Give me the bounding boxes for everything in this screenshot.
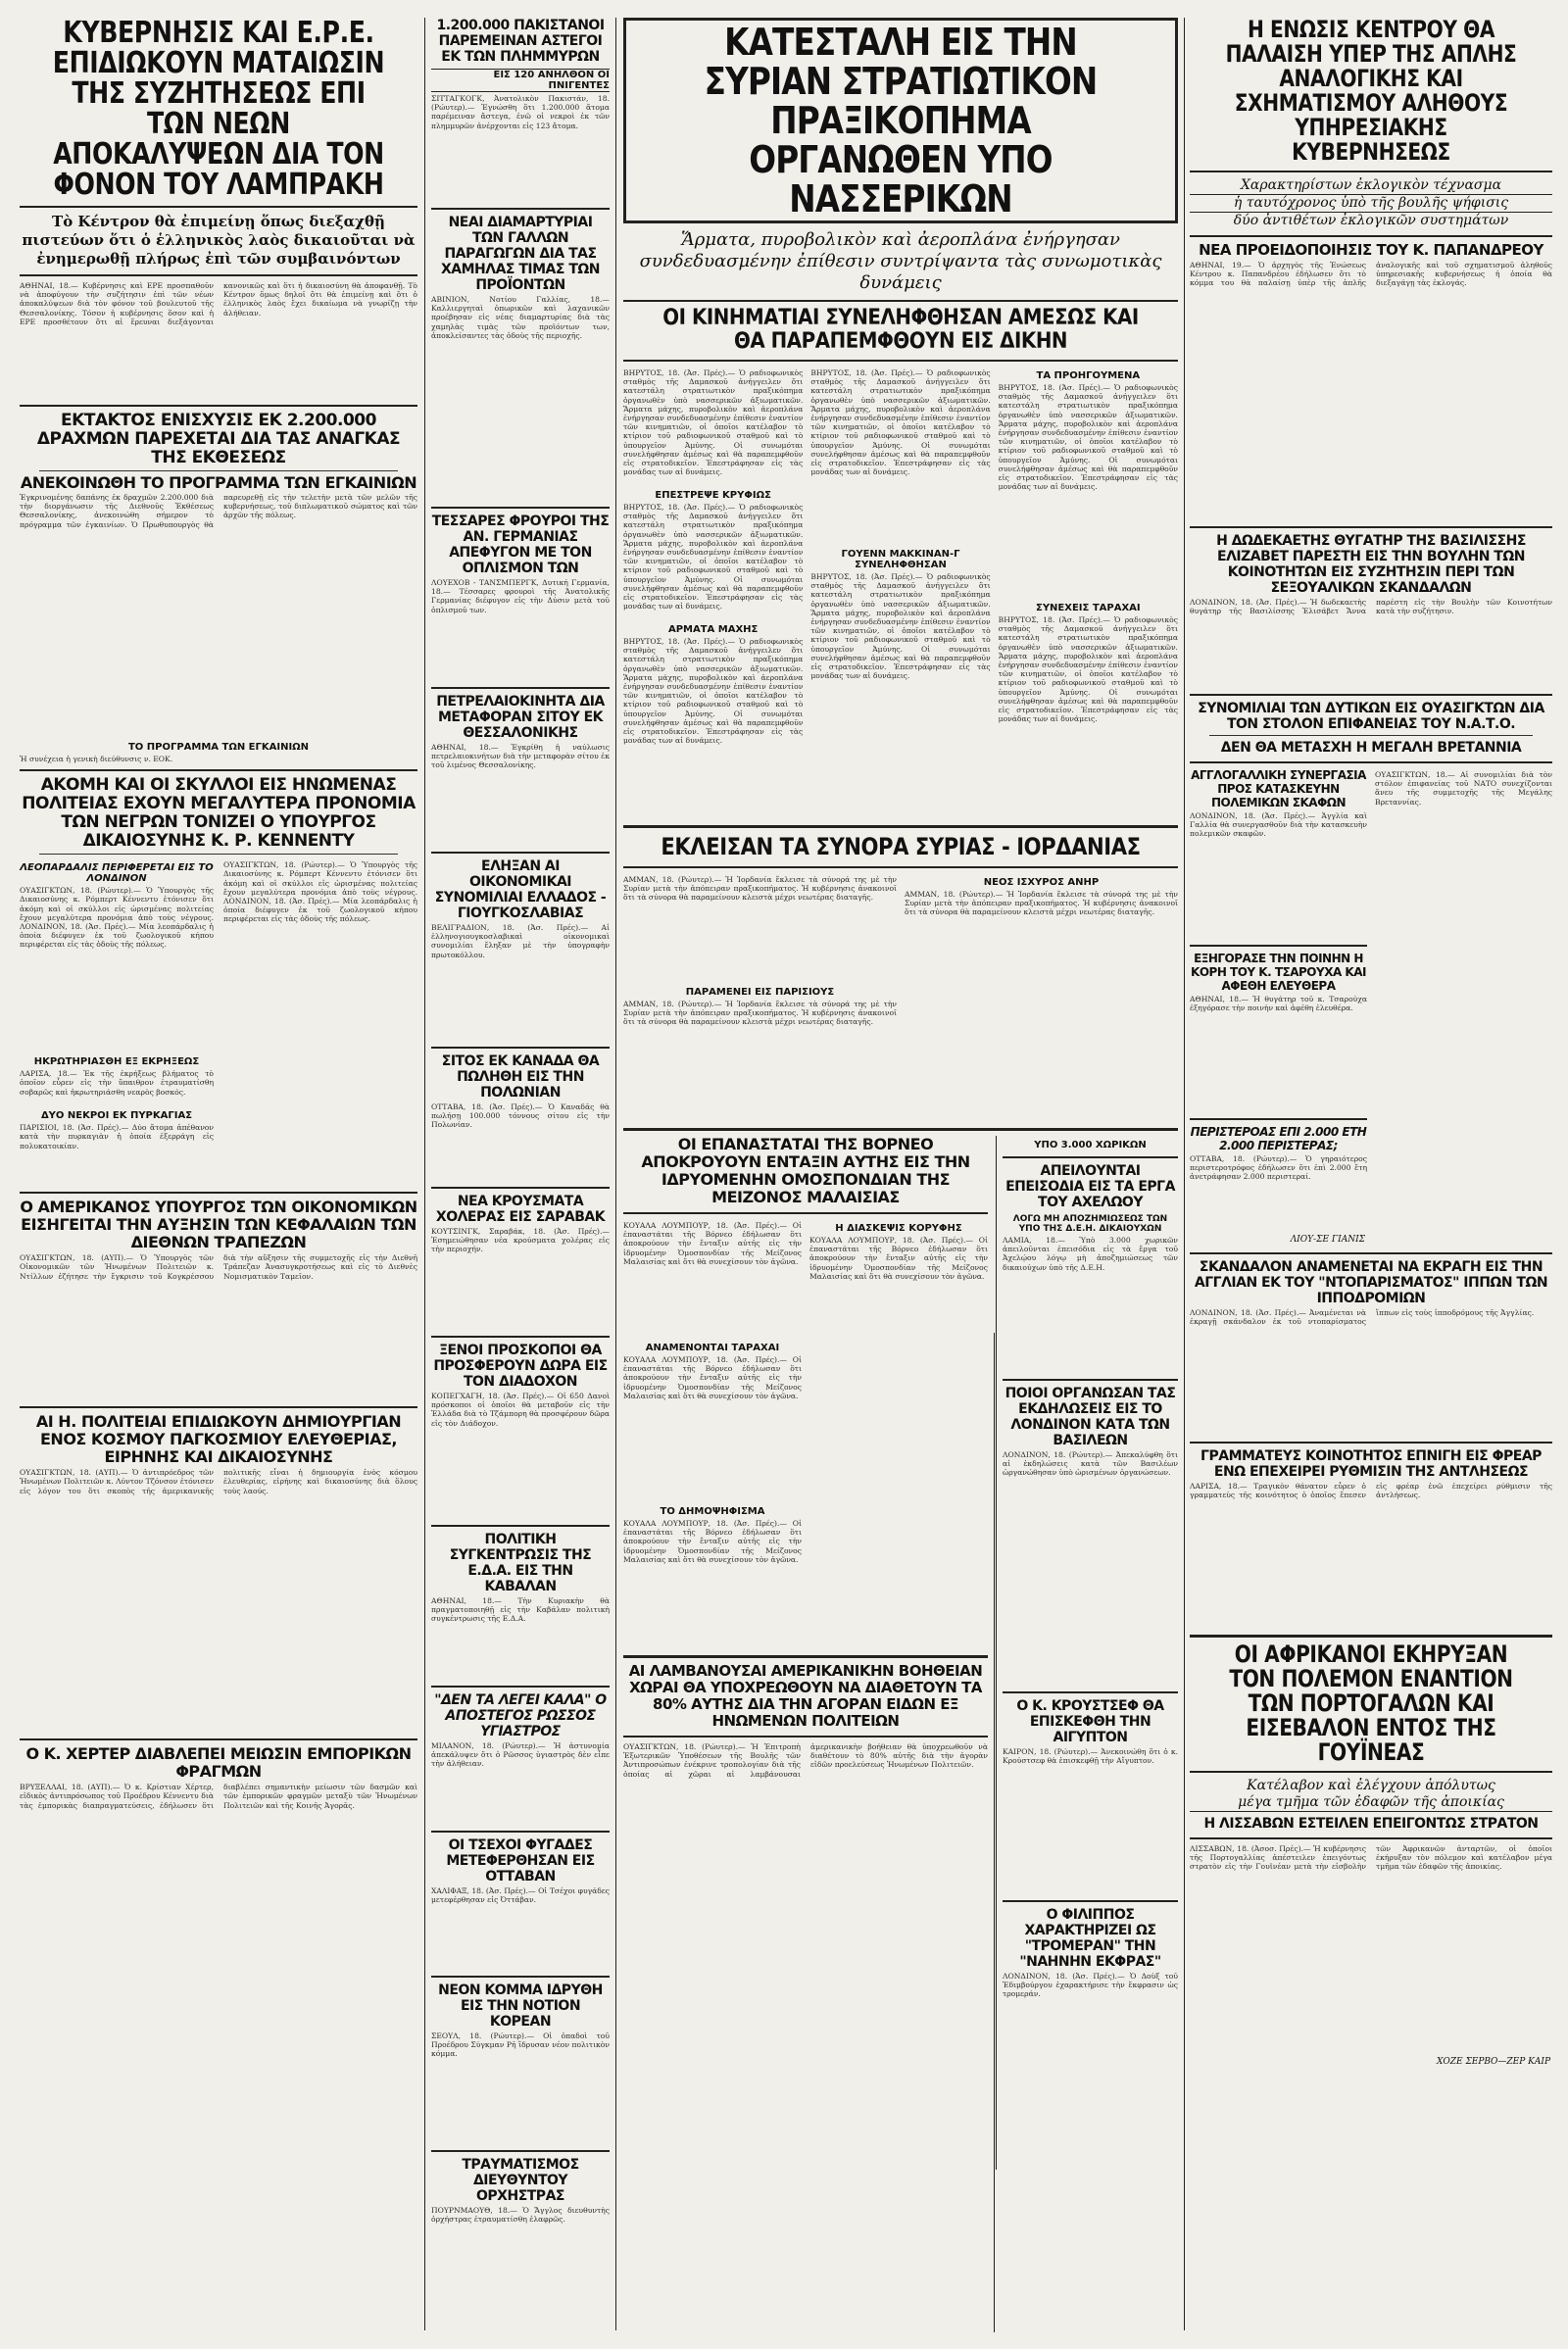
philip-article-body: ΛΟΝΔΙΝΟΝ, 18. (Ἀσ. Πρές).— Ὁ Δοὺξ τοῦ Ἐδιμβούργου ἐχαρακτήρισε τὴν ἔκφρασιν ὡς τρομεράν. (1003, 1972, 1178, 1999)
headline-fire-deaths: ΔΥΟ ΝΕΚΡΟΙ ΕΚ ΠΥΡΚΑΓΙΑΣ (40, 1110, 193, 1122)
lead-headline-syria-coup: ΚΑΤΕΣΤΑΛΗ ΕΙΣ ΤΗΝ ΣΥΡΙΑΝ ΣΤΡΑΤΙΩΤΙΚΟΝ ΠΡΑΞΙΚΟΠΗΜΑ ΟΡΓΑΝΩΘΕΝ ΥΠΟ ΝΑΣΣΕΡΙΚΩΝ (704, 21, 1098, 220)
headline-world-freedom: ΑΙ Η. ΠΟΛΙΤΕΙΑΙ ΕΠΙΔΙΩΚΟΥΝ ΔΗΜΙΟΥΡΓΙΑΝ ΕΝΟΣ ΚΟΣΜΟΥ ΠΑΓΚΟΣΜΙΟΥ ΕΛΕΥΘΕΡΙΑΣ, ΕΙΡΗΝΗΣ ΚΑΙ ΔΙΚΑΙΟΣΥΝΗΣ (35, 1412, 402, 1467)
headline-africans-war-portugal: ΟΙ ΑΦΡΙΚΑΝΟΙ ΕΚΗΡΥΞΑΝ ΤΟΝ ΠΟΛΕΜΟΝ ΕΝΑΝΤΙΟΝ ΤΩΝ ΠΟΡΤΟΓΑΛΩΝ ΚΑΙ ΕΙΣΕΒΑΛΟΝ ΕΝΤΟΣ ΤΗΣ ΓΟΥΪΝΕΑΣ (1229, 1640, 1513, 1766)
anglo-article-body: ΛΟΝΔΙΝΟΝ, 18. (Ἀσ. Πρές).— Ἀγγλία καὶ Γαλλία θὰ συνεργασθοῦν διὰ τὴν κατασκευὴν πολεμικῶν σκαφῶν. (1190, 811, 1367, 839)
acheloos-article-body: ΛΑΜΙΑ, 18.— Ὑπὸ 3.000 χωρικῶν ἀπειλοῦνται ἐπεισόδια εἰς τὰ ἔργα τοῦ Ἀχελῴου λόγῳ μὴ ἀποζημιώσεως τῶν δικαιούχων ὑπὸ τῆς Δ.Ε.Η. (1003, 1236, 1178, 1272)
headline-east-german-guards: ΤΕΣΣΑΡΕΣ ΦΡΟΥΡΟΙ ΤΗΣ ΑΝ. ΓΕΡΜΑΝΙΑΣ ΑΠΕΦΥΓΟΝ ΜΕ ΤΟΝ ΟΠΛΙΣΜΟΝ ΤΩΝ (431, 514, 610, 576)
tag-continuing-unrest: ΣΥΝΕΧΕΙΣ ΤΑΡΑΧΑΙ (1035, 603, 1141, 613)
pigeons-article-body: ΟΤΤΑΒΑ, 18. (Ρώυτερ).— Ὁ γηραιότερος περιστεροτρόφος ἐδήλωσεν ὅτι ἐπὶ 2.000 ἔτη ἀνετράφησαν 2.000 περιστεραί. (1190, 1154, 1367, 1182)
yugoslavia-article-body: ΒΕΛΙΓΡΑΔΙΟΝ, 18. (Ἀσ. Πρές).— Αἱ ἑλληνογιουγκοσλαβικαὶ οἰκονομικαὶ συνομιλίαι ἔληξαν μὲ τὴν ὑπογραφὴν πρωτοκόλλου. (431, 923, 610, 959)
headline-papandreou-warning: ΝΕΑ ΠΡΟΕΙΔΟΠΟΙΗΣΙΣ ΤΟΥ Κ. ΠΑΠΑΝΔΡΕΟΥ (1199, 241, 1544, 259)
headline-yugoslavia-talks: ΕΛΗΞΑΝ ΑΙ ΟΙΚΟΝΟΜΙΚΑΙ ΣΥΝΟΜΙΛΙΑΙ ΕΛΛΑΔΟΣ - ΓΙΟΥΓΚΟΣΛΑΒΙΑΣ (434, 858, 607, 921)
lead-subheadline: Τὸ Κέντρον θὰ ἐπιμείνῃ ὅπως διεξαχθῇ πιστεύων ὅτι ὁ ἑλληνικὸς λαὸς δικαιοῦται νὰ ἐνημερωθῇ πλήρως ἐπὶ τῶν συμβαινόντων (22, 213, 416, 268)
syria-article-body: ΒΗΡΥΤΟΣ, 18. (Ἀσ. Πρές).— Ὁ ραδιοφωνικὸς σταθμὸς τῆς Δαμασκοῦ ἀνήγγειλεν ὅτι κατεστάλη στρατιωτικὸν πραξικόπημα ὀργανωθὲν ὑπὸ νασσερικῶν ἀξιωματικῶν. Ἅρματα μάχης, πυροβολικὸν καὶ ἀεροπλάνα ἐνήργησαν συνδεδυασμένην ἐπίθεσιν ἐναντίον τῶν κινηματιῶν, οἱ ὁποῖοι κατέλαβον τὸ κτίριον τοῦ ραδιοφωνικοῦ σταθμοῦ καὶ τὸ ὑπουργεῖον Ἀμύνης. Οἱ συνωμόται συνελήφθησαν ἀμέσως καὶ θὰ παραπεμφθοῦν εἰς στρατοδικεῖον. Ἐπεστράφησαν εἰς τὰς μονάδας των αἱ δυνάμεις. (623, 368, 804, 477)
lead-headline-lambrakis: ΚΥΒΕΡΝΗΣΙΣ ΚΑΙ Ε.Ρ.Ε. ΕΠΙΔΙΩΚΟΥΝ ΜΑΤΑΙΩΣΙΝ ΤΗΣ ΣΥΖΗΤΗΣΕΩΣ ΕΠΙ ΤΩΝ ΝΕΩΝ ΑΠΟΚΑΛΥΨΕΩΝ ΔΙΑ ΤΟΝ ΦΟΝΟΝ ΤΟΥ ΛΑΜΠΡΑΚΗ (52, 16, 385, 202)
eda-article-body: ΑΘΗΝΑΙ, 18.— Τὴν Κυριακὴν θὰ πραγματοποιηθῇ εἰς τὴν Καβάλαν πολιτικὴ συγκέντρωσις τῆς Ε.Δ.Α. (431, 1596, 610, 1624)
exhibition-continued-line: Ἡ συνέχεια ἡ γενικὴ διεύθυνσις ν. ΕΟΚ. (20, 755, 173, 763)
world-article-body: ΟΥΑΣΙΓΚΤΩΝ, 18. (ΑΥΠ).— Ὁ ἀντιπρόεδρος τῶν Ἡνωμένων Πολιτειῶν κ. Λύντον Τζόνσον ἐτόνισεν εἰς λόγον του ὅτι σκοπὸς τῆς ἀμερικανικῆς πολιτικῆς εἶναι ἡ δημιουργία ἑνὸς κόσμου ἐλευθερίας, εἰρήνης καὶ δικαιοσύνης διὰ ὅλους τοὺς λαούς. (20, 1468, 417, 1495)
headline-rebels-arrested: ΟΙ ΚΙΝΗΜΑΤΙΑΙ ΣΥΝΕΛΗΦΘΗΣΑΝ ΑΜΕΣΩΣ ΚΑΙ ΘΑ ΠΑΡΑΠΕΜΦΘΟΥΝ ΕΙΣ ΔΙΚΗΝ (662, 306, 1139, 354)
tag-mackinnon: ΓΟΥΕΝΝ ΜΑΚΚΙΝΑΝ-Γ ΣΥΝΕΛΗΦΘΗΣΑΝ (841, 549, 960, 570)
tsarouxa-article-body: ΑΘΗΝΑΙ, 18.— Ἡ θυγάτηρ τοῦ κ. Τσαρούχα ἐξηγόρασε τὴν ποινὴν καὶ ἀφέθη ἐλευθέρα. (1190, 995, 1367, 1013)
lead-subheadline-1: Χαρακτηρίστων ἐκλογικὸν τέχνασμα (1190, 177, 1552, 195)
column-rule (1184, 18, 1185, 2330)
borneo-article-body: ΚΟΥΑΛΑ ΛΟΥΜΠΟΥΡ, 18. (Ἀσ. Πρές).— Οἱ ἐπαναστάται τῆς Βόρνεο ἐδήλωσαν ὅτι ἀποκρούουν τὴν ἔνταξιν αὐτῆς εἰς τὴν ἱδρυομένην Ὁμοσπονδίαν τῆς Μείζονος Μαλαισίας καὶ ὅτι θὰ συνεχίσουν τὸν ἀγῶνα. (623, 1221, 802, 1266)
princess-article-body: ΛΟΝΔΙΝΟΝ, 18. (Ἀσ. Πρές).— Ἡ δωδεκαετὴς θυγάτηρ τῆς Βασιλίσσης Ἐλισάβετ Ἄννα παρέστη εἰς τὴν Βουλὴν τῶν Κοινοτήτων κατὰ τὴν συζήτησιν. (1190, 598, 1552, 616)
subheadline-exhibition-programme: ΑΝΕΚΟΙΝΩΘΗ ΤΟ ΠΡΟΓΡΑΜΜΑ ΤΩΝ ΕΓΚΑΙΝΙΩΝ (20, 473, 417, 492)
column-3 (623, 18, 1178, 2335)
syria-article-body-7: ΒΗΡΥΤΟΣ, 18. (Ἀσ. Πρές).— Ὁ ραδιοφωνικὸς σταθμὸς τῆς Δαμασκοῦ ἀνήγγειλεν ὅτι κατεστάλη στρατιωτικὸν πραξικόπημα ὀργανωθὲν ὑπὸ νασσερικῶν ἀξιωματικῶν. Ἅρματα μάχης, πυροβολικὸν καὶ ἀεροπλάνα ἐνήργησαν συνδεδυασμένην ἐπίθεσιν ἐναντίον τῶν κινηματιῶν, οἱ ὁποῖοι κατέλαβον τὸ κτίριον τοῦ ραδιοφωνικοῦ σταθμοῦ καὶ τὸ ὑπουργεῖον Ἀμύνης. Οἱ συνωμόται συνελήφθησαν ἀμέσως καὶ θὰ παραπεμφθοῦν εἰς στρατοδικεῖον. Ἐπεστράφησαν εἰς τὰς μονάδας των αἱ δυνάμεις. (998, 615, 1178, 724)
headline-secretary-drowned-well: ΓΡΑΜΜΑΤΕΥΣ ΚΟΙΝΟΤΗΤΟΣ ΕΠΝΙΓΗ ΕΙΣ ΦΡΕΑΡ ΕΝΩ ΕΠΕΧΕΙΡΕΙ ΡΥΘΜΙΣΙΝ ΤΗΣ ΑΝΤΛΗΣΕΩΣ (1200, 1448, 1542, 1480)
headline-nato-fleet-talks: ΣΥΝΟΜΙΛΙΑΙ ΤΩΝ ΔΥΤΙΚΩΝ ΕΙΣ ΟΥΑΣΙΓΚΤΩΝ ΔΙΑ ΤΟΝ ΣΤΟΛΟΝ ΕΠΙΦΑΝΕΙΑΣ ΤΟΥ Ν.Α.Τ.Ο. (1198, 701, 1544, 732)
headline-london-demonstrations: ΠΟΙΟΙ ΟΡΓΑΝΩΣΑΝ ΤΑΣ ΕΚΔΗΛΩΣΕΙΣ ΕΙΣ ΤΟ ΛΟΝΔΙΝΟΝ ΚΑΤΑ ΤΩΝ ΒΑΣΙΛΕΩΝ (1004, 1386, 1176, 1448)
tag-leopard-london: ΛΕΟΠΑΡΔΑΛΙΣ ΠΕΡΙΦΕΡΕΤΑΙ ΕΙΣ ΤΟ ΛΟΝΔΙΝΟΝ (20, 862, 214, 885)
headline-exhibition-budget: ΕΚΤΑΚΤΟΣ ΕΝΙΣΧΥΣΙΣ ΕΚ 2.200.000 ΔΡΑΧΜΩΝ ΠΑΡΕΧΕΤΑΙ ΔΙΑ ΤΑΣ ΑΝΑΓΚΑΣ ΤΗΣ ΕΚΘΕΣΕΩΣ (36, 411, 401, 467)
headline-tankers-wheat: ΠΕΤΡΕΛΑΙΟΚΙΝΗΤΑ ΔΙΑ ΜΕΤΑΦΟΡΑΝ ΣΙΤΟΥ ΕΚ ΘΕΣΣΑΛΟΝΙΚΗΣ (436, 694, 605, 741)
headline-treasury-secretary: Ο ΑΜΕΡΙΚΑΝΟΣ ΥΠΟΥΡΓΟΣ ΤΩΝ ΟΙΚΟΝΟΜΙΚΩΝ ΕΙΣΗΓΕΙΤΑΙ ΤΗΝ ΑΥΞΗΣΙΝ ΤΩΝ ΚΕΦΑΛΑΙΩΝ ΤΩΝ ΔΙΕΘΝΩΝ ΤΡΑΠΕΖΩΝ (20, 1198, 417, 1252)
headline-acheloos-incidents: ΑΠΕΙΛΟΥΝΤΑΙ ΕΠΕΙΣΟΔΙΑ ΕΙΣ ΤΑ ΕΡΓΑ ΤΟΥ ΑΧΕΛΩΟΥ (1005, 1163, 1175, 1210)
farmers-article-body: ΑΒΙΝΙΟΝ, Νοτίου Γαλλίας, 18.— Καλλιεργηταὶ ὀπωρικῶν καὶ λαχανικῶν προέβησαν εἰς νέας διαμαρτυρίας διὰ τὰς χαμηλὰς τιμὰς τῶν προϊόντων των, ἀποκλείσαντες τὰς ὁδοὺς τῆς περιοχῆς. (431, 295, 610, 340)
column-rule (424, 18, 425, 2330)
borders-article-body-3: ΑΜΜΑΝ, 18. (Ρώυτερ).— Ἡ Ἰορδανία ἔκλεισε τὰ σύνορά της μὲ τὴν Συρίαν μετὰ τὴν ἀπόπειραν πραξικοπήματος. Ἡ κυβέρνησις ἀνακοινοῖ ὅτι τὰ σύνορα θὰ παραμείνουν κλειστὰ μέχρι νεωτέρας διαταγῆς. (905, 890, 1178, 917)
headline-syria-jordan-borders: ΕΚΛΕΙΣΑΝ ΤΑ ΣΥΝΟΡΑ ΣΥΡΙΑΣ - ΙΟΡΔΑΝΙΑΣ (661, 833, 1141, 860)
syria-article-body-4: ΒΗΡΥΤΟΣ, 18. (Ἀσ. Πρές).— Ὁ ραδιοφωνικὸς σταθμὸς τῆς Δαμασκοῦ ἀνήγγειλεν ὅτι κατεστάλη στρατιωτικὸν πραξικόπημα ὀργανωθὲν ὑπὸ νασσερικῶν ἀξιωματικῶν. Ἅρματα μάχης, πυροβολικὸν καὶ ἀεροπλάνα ἐνήργησαν συνδεδυασμένην ἐπίθεσιν ἐναντίον τῶν κινηματιῶν, οἱ ὁποῖοι κατέλαβον τὸ κτίριον τοῦ ραδιοφωνικοῦ σταθμοῦ καὶ τὸ ὑπουργεῖον Ἀμύνης. Οἱ συνωμόται συνελήφθησαν ἀμέσως καὶ θὰ παραπεμφθοῦν εἰς στρατοδικεῖον. Ἐπεστράφησαν εἰς τὰς μονάδας των αἱ δυνάμεις. (810, 368, 991, 477)
borneo-article-body-4: ΚΟΥΑΛΑ ΛΟΥΜΠΟΥΡ, 18. (Ἀσ. Πρές).— Οἱ ἐπαναστάται τῆς Βόρνεο ἐδήλωσαν ὅτι ἀποκρούουν τὴν ἔνταξιν αὐτῆς εἰς τὴν ἱδρυομένην Ὁμοσπονδίαν τῆς Μείζονος Μαλαισίας καὶ ὅτι θὰ συνεχίσουν τὸν ἀγῶνα. (809, 1236, 988, 1281)
pakistan-article-body: ΣΙΤΤΑΓΚΟΓΚ, Ἀνατολικὸν Πακιστάν, 18. (Ρώυτερ).— Ἐγνώσθη ὅτι 1.200.000 ἄτομα παρέμειναν ἄστεγα, ἐνῶ οἱ νεκροὶ ἐκ τῶν πλημμυρῶν ἀνέρχονται εἰς 123 ἄτομα. (431, 94, 610, 130)
tag-new-strongman: ΝΕΟΣ ΙΣΧΥΡΟΣ ΑΝΗΡ (983, 877, 1100, 888)
wheat-article-body: ΟΤΤΑΒΑ, 18. (Ἀσ. Πρές).— Ὁ Καναδᾶς θὰ πωλήσῃ 100.000 τόννους σίτου εἰς τὴν Πολωνίαν. (431, 1102, 610, 1130)
kennedy-article-body: ΟΥΑΣΙΓΚΤΩΝ, 18. (Ρώυτερ).— Ὁ Ὑπουργὸς τῆς Δικαιοσύνης κ. Ρόμπερτ Κέννεντυ ἐτόνισεν ὅτι ἀκόμη καὶ οἱ σκύλλοι εἰς ὡρισμένας πολιτείας ἔχουν μεγαλύτερα προνόμια ἀπὸ τοὺς νέγρους. ΛΟΝΔΙΝΟΝ, 18. (Ἀσ. Πρές).— Μία λεοπάρδαλις ἡ ὁποία διέφυγεν ἐκ τοῦ ζωολογικοῦ κήπου περιφέρεται εἰς τὰς ὁδοὺς τῆς πόλεως. (20, 886, 214, 950)
khrushchev-article-body: ΚΑΙΡΟΝ, 18. (Ρώυτερ).— Ἀνεκοινώθη ὅτι ὁ κ. Κρούστσεφ θὰ ἐπισκεφθῇ τὴν Αἴγυπτον. (1003, 1747, 1178, 1766)
subheadline-britain-not-participate: ΔΕΝ ΘΑ ΜΕΤΑΣΧΗ Η ΜΕΓΑΛΗ ΒΡΕΤΑΝΝΙΑ (1220, 740, 1522, 756)
tag-tanks: ΑΡΜΑΤΑ ΜΑΧΗΣ (667, 624, 759, 635)
headline-lisbon-troops: Η ΛΙΣΣΑΒΩΝ ΕΣΤΕΙΛΕΝ ΕΠΕΙΓΟΝΤΩΣ ΣΤΡΑΤΟΝ (1203, 1816, 1539, 1832)
korea-article-body: ΣΕΟΥΛ, 18. (Ρώυτερ).— Οἱ ὀπαδοὶ τοῦ Προέδρου Σύγκμαν Ρῆ ἵδρυσαν νέον πολιτικὸν κόμμα. (431, 2031, 610, 2059)
headline-anglo-french-ships: ΑΓΓΛΟΓΑΛΛΙΚΗ ΣΥΝΕΡΓΑΣΙΑ ΠΡΟΣ ΚΑΤΑΣΚΕΥΗΝ ΠΟΛΕΜΙΚΩΝ ΣΚΑΦΩΝ (1191, 768, 1366, 809)
headline-russian-healer: "ΔΕΝ ΤΑ ΛΕΓΕΙ ΚΑΛΑ" Ο ΑΠΟΣΤΕΓΟΣ ΡΩΣΣΟΣ ΥΓΙΑΣΤΡΟΣ (434, 1692, 607, 1739)
headline-explosion: ΗΚΡΩΤΗΡΙΑΣΘΗ ΕΞ ΕΚΡΗΞΕΩΣ (33, 1056, 200, 1068)
headline-borneo-rebels: ΟΙ ΕΠΑΝΑΣΤΑΤΑΙ ΤΗΣ ΒΟΡΝΕΟ ΑΠΟΚΡΟΥΟΥΝ ΕΝΤΑΞΙΝ ΑΥΤΗΣ ΕΙΣ ΤΗΝ ΙΔΡΥΟΜΕΝΗΝ ΟΜΟΣΠΟΝΔΙΑΝ ΤΗΣ ΜΕΙΖΟΝΟΣ ΜΑΛΑΙΣΙΑΣ (641, 1135, 970, 1206)
lead-headline-center-union: Η ΕΝΩΣΙΣ ΚΕΝΤΡΟΥ ΘΑ ΠΑΛΑΙΣΗ ΥΠΕΡ ΤΗΣ ΑΠΛΗΣ ΑΝΑΛΟΓΙΚΗΣ ΚΑΙ ΣΧΗΜΑΤΙΣΜΟΥ ΑΛΗΘΟΥΣ ΥΠΗΡΕΣΙΑΚΗΣ ΚΥΒΕΡΝΗΣΕΩΣ (1225, 16, 1517, 166)
horse-article-body: ΛΟΝΔΙΝΟΝ, 18. (Ἀσ. Πρές).— Ἀναμένεται νὰ ἐκραγῇ σκάνδαλον ἐκ τοῦ ντοπαρίσματος ἵππων εἰς τοὺς ἱπποδρόμους τῆς Ἀγγλίας. (1190, 1308, 1535, 1327)
papandreou-article-body: ΑΘΗΝΑΙ, 19.— Ὁ ἀρχηγὸς τῆς Ἑνώσεως Κέντρου κ. Παπανδρέου ἐδήλωσεν ὅτι τὸ κόμμα του θὰ παλαίσῃ ὑπὲρ τῆς ἁπλῆς ἀναλογικῆς καὶ τοῦ σχηματισμοῦ ἀληθοῦς ὑπηρεσιακῆς κυβερνήσεως ἡ ὁποία θὰ διεξαγάγῃ τὰς ἐκλογάς. (1190, 261, 1552, 288)
cholera-article-body: ΚΟΥΤΣΙΝΓΚ, Σαραβάκ, 18. (Ἀσ. Πρές).— Ἐσημειώθησαν νέα κρούσματα χολέρας εἰς τὴν περιοχήν. (431, 1227, 610, 1254)
headline-3000-villagers: ΥΠΟ 3.000 ΧΩΡΙΚΩΝ (1034, 1140, 1147, 1150)
headline-cholera-sarawak: ΝΕΑ ΚΡΟΥΣΜΑΤΑ ΧΟΛΕΡΑΣ ΕΙΣ ΣΑΡΑΒΑΚ (435, 1194, 606, 1225)
scouts-article-body: ΚΟΠΕΓΧΑΓΗ, 18. (Ἀσ. Πρές).— Οἱ 650 Δανοὶ πρόσκοποι οἱ ὁποῖοι θὰ μεταβοῦν εἰς τὴν Ἑλλάδα διὰ τὸ Τζάμπορη θὰ προσφέρουν δῶρα εἰς τὸν Διάδοχον. (431, 1392, 610, 1428)
headline-kennedy-dogs: ΑΚΟΜΗ ΚΑΙ ΟΙ ΣΚΥΛΛΟΙ ΕΙΣ ΗΝΩΜΕΝΑΣ ΠΟΛΙΤΕΙΑΣ ΕΧΟΥΝ ΜΕΓΑΛΥΤΕΡΑ ΠΡΟΝΟΜΙΑ ΤΩΝ ΝΕΓΡΩΝ ΤΟΝΙΖΕΙ Ο ΥΠΟΥΡΓΟΣ ΔΙΚΑΙΟΣΥΝΗΣ Κ. Ρ. ΚΕΝΝΕΝΤΥ (22, 775, 416, 852)
tag-summit: Η ΔΙΑΣΚΕΨΙΣ ΚΟΡΥΦΗΣ (835, 1223, 962, 1234)
headline-horse-doping: ΣΚΑΝΔΑΛΟΝ ΑΝΑΜΕΝΕΤΑΙ ΝΑ ΕΚΡΑΓΗ ΕΙΣ ΤΗΝ ΑΓΓΛΙΑΝ ΕΚ ΤΟΥ "ΝΤΟΠΑΡΙΣΜΑΤΟΣ" ΙΠΠΩΝ ΤΩΝ ΙΠΠΟΔΡΟΜΙΩΝ (1194, 1259, 1548, 1306)
column-1 (20, 18, 417, 2335)
syria-article-body-6: ΒΗΡΥΤΟΣ, 18. (Ἀσ. Πρές).— Ὁ ραδιοφωνικὸς σταθμὸς τῆς Δαμασκοῦ ἀνήγγειλεν ὅτι κατεστάλη στρατιωτικὸν πραξικόπημα ὀργανωθὲν ὑπὸ νασσερικῶν ἀξιωματικῶν. Ἅρματα μάχης, πυροβολικὸν καὶ ἀεροπλάνα ἐνήργησαν συνδεδυασμένην ἐπίθεσιν ἐναντίον τῶν κινηματιῶν, οἱ ὁποῖοι κατέλαβον τὸ κτίριον τοῦ ραδιοφωνικοῦ σταθμοῦ καὶ τὸ ὑπουργεῖον Ἀμύνης. Οἱ συνωμόται συνελήφθησαν ἀμέσως καὶ θὰ παραπεμφθοῦν εἰς στρατοδικεῖον. Ἐπεστράφησαν εἰς τὰς μονάδας των αἱ δυνάμεις. (998, 383, 1178, 492)
headline-pakistan-floods: 1.200.000 ΠΑΚΙΣΤΑΝΟΙ ΠΑΡΕΜΕΙΝΑΝ ΑΣΤΕΓΟΙ ΕΚ ΤΩΝ ΠΛΗΜΜΥΡΩΝ (436, 18, 605, 65)
borders-article-body: ΑΜΜΑΝ, 18. (Ρώυτερ).— Ἡ Ἰορδανία ἔκλεισε τὰ σύνορά της μὲ τὴν Συρίαν μετὰ τὴν ἀπόπειραν πραξικοπήματος. Ἡ κυβέρνησις ἀνακοινοῖ ὅτι τὰ σύνορα θὰ παραμείνουν κλειστὰ μέχρι νεωτέρας διαταγῆς. (623, 875, 897, 903)
headline-eda-kavala: ΠΟΛΙΤΙΚΗ ΣΥΓΚΕΝΤΡΩΣΙΣ ΤΗΣ Ε.Δ.Α. ΕΙΣ ΤΗΝ ΚΑΒΑΛΑΝ (449, 1532, 592, 1594)
lead-subheadline-3: δύο ἀντιθέτων ἐκλογικῶν συστημάτων (1233, 213, 1509, 228)
fire-article-body: ΠΑΡΙΣΙΟΙ, 18. (Ἀσ. Πρές).— Δύο ἄτομα ἀπέθανον κατὰ τὴν πυρκαγιὰν ἡ ὁποία ἐξερράγη εἰς πολυκατοικίαν. (20, 1123, 214, 1150)
herter-article-body: ΒΡΥΞΕΛΛΑΙ, 18. (ΑΥΠ).— Ὁ κ. Κρίστιαν Χέρτερ, εἰδικὸς ἀντιπρόσωπος τοῦ Προέδρου Κέννεντυ διὰ τὰς ἐμπορικὰς διαπραγματεύσεις, ἐδήλωσεν ὅτι διαβλέπει σημαντικὴν μείωσιν τῶν δασμῶν καὶ τῶν ἐμπορικῶν φραγμῶν μεταξὺ τῶν Ἡνωμένων Πολιτειῶν καὶ τῆς Κοινῆς Ἀγορᾶς. (20, 1783, 417, 1810)
column-rule (615, 18, 616, 2330)
headline-french-farmers: ΝΕΑΙ ΔΙΑΜΑΡΤΥΡΙΑΙ ΤΩΝ ΓΑΛΛΩΝ ΠΑΡΑΓΩΓΩΝ ΔΙΑ ΤΑΣ ΧΑΜΗΛΑΣ ΤΙΜΑΣ ΤΩΝ ΠΡΟΪΟΝΤΩΝ (440, 215, 600, 293)
headline-scouts-gifts: ΞΕΝΟΙ ΠΡΟΣΚΟΠΟΙ ΘΑ ΠΡΟΣΦΕΡΟΥΝ ΔΩΡΑ ΕΙΣ ΤΟΝ ΔΙΑΔΟΧΟΝ (433, 1343, 608, 1390)
headline-princess-anne-commons: Η ΔΩΔΕΚΑΕΤΗΣ ΘΥΓΑΤΗΡ ΤΗΣ ΒΑΣΙΛΙΣΣΗΣ ΕΛΙΖΑΒΕΤ ΠΑΡΕΣΤΗ ΕΙΣ ΤΗΝ ΒΟΥΛΗΝ ΤΩΝ ΚΟΙΝΟΤΗΤΩΝ ΕΙΣ ΣΥΖΗΤΗΣΙΝ ΠΕΡΙ ΤΩΝ ΣΕΞΟΥΑΛΙΚΩΝ ΣΚΑΝΔΑΛΩΝ (1216, 533, 1526, 596)
nato-article-body: ΟΥΑΣΙΓΚΤΩΝ, 18.— Αἱ συνομιλίαι διὰ τὸν στόλον ἐπιφανείας τοῦ ΝΑΤΟ συνεχίζονται ἄνευ τῆς συμμετοχῆς τῆς Μεγάλης Βρεταννίας. (1375, 770, 1552, 807)
subheadline-dei-compensation: ΛΟΓΩ ΜΗ ΑΠΟΖΗΜΙΩΣΕΩΣ ΤΩΝ ΥΠΟ ΤΗΣ Δ.Ε.Η. ΔΙΚΑΙΟΥΧΩΝ (1012, 1214, 1168, 1234)
borneo-article-body-2: ΚΟΥΑΛΑ ΛΟΥΜΠΟΥΡ, 18. (Ἀσ. Πρές).— Οἱ ἐπαναστάται τῆς Βόρνεο ἐδήλωσαν ὅτι ἀποκρούουν τὴν ἔνταξιν αὐτῆς εἰς τὴν ἱδρυομένην Ὁμοσπονδίαν τῆς Μείζονος Μαλαισίας καὶ ὅτι θὰ συνεχίσουν τὸν ἀγῶνα. (623, 1355, 802, 1400)
subheadline-drowned: ΕΙΣ 120 ΑΝΗΛΘΟΝ ΟΙ ΠΝΙΓΕΝΤΕΣ (431, 69, 610, 92)
aid-article-body: ΟΥΑΣΙΓΚΤΩΝ, 18. (Ρώυτερ).— Ἡ Ἐπιτροπὴ Ἐξωτερικῶν Ὑποθέσεων τῆς Βουλῆς τῶν Ἀντιπροσώπων ἐνέκρινε τροπολογίαν διὰ τῆς ὁποίας αἱ χῶραι αἱ λαμβάνουσαι ἀμερικανικὴν βοήθειαν θὰ ὑποχρεωθοῦν νὰ διαθέτουν τὸ 80% αὐτῆς διὰ τὴν ἀγορὰν εἰδῶν προελεύσεως Ἡνωμένων Πολιτειῶν. (623, 1742, 988, 1779)
fugitives-article-body: ΧΑΛΙΦΑΞ, 18. (Ἀσ. Πρές).— Οἱ Τσέχοι φυγάδες μετεφέρθησαν εἰς Ὀττάβαν. (431, 1886, 610, 1905)
pigeons-byline: ΛΙΟΥ-ΣΕ ΓΙΑΝΙΣ (1290, 1235, 1365, 1245)
tag-remains-paris: ΠΑΡΑΜΕΝΕΙ ΕΙΣ ΠΑΡΙΣΙΟΥΣ (685, 987, 835, 998)
borders-article-body-2: ΑΜΜΑΝ, 18. (Ρώυτερ).— Ἡ Ἰορδανία ἔκλεισε τὰ σύνορά της μὲ τὴν Συρίαν μετὰ τὴν ἀπόπειραν πραξικοπήματος. Ἡ κυβέρνησις ἀνακοινοῖ ὅτι τὰ σύνορα θὰ παραμείνουν κλειστὰ μέχρι νεωτέρας διαταγῆς. (623, 1000, 897, 1027)
africa-byline: ΧΟΖΕ ΣΕΡΒΟ—ΖΕΡ ΚΑΙΡ (1436, 2057, 1550, 2067)
headline-american-aid: ΑΙ ΛΑΜΒΑΝΟΥΣΑΙ ΑΜΕΡΙΚΑΝΙΚΗΝ ΒΟΗΘΕΙΑΝ ΧΩΡΑΙ ΘΑ ΥΠΟΧΡΕΩΘΟΥΝ ΝΑ ΔΙΑΘΕΤΟΥΝ ΤΑ 80% ΑΥΤΗΣ ΔΙΑ ΤΗΝ ΑΓΟΡΑΝ ΕΙΔΩΝ ΕΞ ΗΝΩΜΕΝΩΝ ΠΟΛΙΤΕΙΩΝ (628, 1662, 983, 1730)
syria-article-body-3: ΒΗΡΥΤΟΣ, 18. (Ἀσ. Πρές).— Ὁ ραδιοφωνικὸς σταθμὸς τῆς Δαμασκοῦ ἀνήγγειλεν ὅτι κατεστάλη στρατιωτικὸν πραξικόπημα ὀργανωθὲν ὑπὸ νασσερικῶν ἀξιωματικῶν. Ἅρματα μάχης, πυροβολικὸν καὶ ἀεροπλάνα ἐνήργησαν συνδεδυασμένην ἐπίθεσιν ἐναντίον τῶν κινηματιῶν, οἱ ὁποῖοι κατέλαβον τὸ κτίριον τοῦ ραδιοφωνικοῦ σταθμοῦ καὶ τὸ ὑπουργεῖον Ἀμύνης. Οἱ συνωμόται συνελήφθησαν ἀμέσως καὶ θὰ παραπεμφθοῦν εἰς στρατοδικεῖον. Ἐπεστράφησαν εἰς τὰς μονάδας των αἱ δυνάμεις. (623, 637, 804, 746)
headline-philip-remark: Ο ΦΙΛΙΠΠΟΣ ΧΑΡΑΚΤΗΡΙΖΕΙ ΩΣ "ΤΡΟΜΕΡΑΝ" ΤΗΝ "ΝΑΗΝΗΝ ΕΚΦΡΑΣ" (1019, 1907, 1161, 1970)
africa-subheadline-2: μέγα τμῆμα τῶν ἐδαφῶν τῆς ἀποικίας (1190, 1794, 1552, 1812)
tag-returned-secretly: ΕΠΕΣΤΡΕΨΕ ΚΡΥΦΙΩΣ (655, 490, 771, 501)
tag-unrest-expected: ΑΝΑΜΕΝΟΝΤΑΙ ΤΑΡΑΧΑΙ (645, 1343, 780, 1353)
column-2 (431, 18, 610, 2335)
conductor-article-body: ΠΟΥΡΝΜΑΟΥΘ, 18.— Ὁ Ἄγγλος διευθυντὴς ὀρχήστρας ἐτραυματίσθη ἐλαφρῶς. (431, 2206, 610, 2225)
headline-khrushchev-egypt: Ο Κ. ΚΡΟΥΣΤΣΕΦ ΘΑ ΕΠΙΣΚΕΦΘΗ ΤΗΝ ΑΙΓΥΠΤΟΝ (1016, 1698, 1164, 1745)
africa-article-body: ΛΙΣΣΑΒΩΝ, 18. (Ἀσοσ. Πρές).— Ἡ κυβέρνησις τῆς Πορτογαλλίας ἀπέστειλεν ἐπειγόντως στρατὸν εἰς τὴν Γουϊνέαν μετὰ τὴν εἰσβολὴν τῶν Ἀφρικανῶν ἀνταρτῶν, οἱ ὁποῖοι ἐκήρυξαν τὸν πόλεμον καὶ κατέλαβον μέγα τμῆμα τῶν ἐδαφῶν τῆς ἀποικίας. (1190, 1844, 1552, 1872)
tag-referendum: ΤΟ ΔΗΜΟΨΗΦΙΣΜΑ (660, 1506, 765, 1517)
treasury-article-body: ΟΥΑΣΙΓΚΤΩΝ, 18. (ΑΥΠ).— Ὁ Ὑπουργὸς τῶν Οἰκονομικῶν τῶν Ἡνωμένων Πολιτειῶν κ. Ντίλλων ἐζήτησε τὴν ἔγκρισιν τοῦ Κογκρέσσου διὰ τὴν αὔξησιν τῆς συμμετοχῆς εἰς τὴν Διεθνῆ Τράπεζαν Ἀνασυγκροτήσεως καὶ εἰς τὸ Διεθνὲς Νομισματικὸν Ταμεῖον. (20, 1253, 417, 1281)
africa-subheadline-1: Κατέλαβον καὶ ἐλέγχουν ἀπόλυτως (1247, 1778, 1495, 1793)
demonstrations-article-body: ΛΟΝΔΙΝΟΝ, 18. (Ρώυτερ).— Ἀπεκαλύφθη ὅτι αἱ ἐκδηλώσεις κατὰ τῶν Βασιλέων ὠργανώθησαν ὑπὸ ὡρισμένων ὀργανώσεων. (1003, 1450, 1178, 1478)
well-article-body: ΛΑΡΙΣΑ, 18.— Τραγικὸν θάνατον εὗρεν ὁ γραμματεὺς τῆς κοινότητος ὁ ὁποῖος ἔπεσεν εἰς φρέαρ ἐνῶ ἐπεχείρει ρύθμισιν τῆς ἀντλήσεως. (1190, 1482, 1552, 1500)
lead-subheadline-tanks-planes: Ἅρματα, πυροβολικὸν καὶ ἀεροπλάνα ἐνήργησαν συνδεδυασμένην ἐπίθεσιν συντρίψαντα τὰς συνωμοτικὰς δυνάμεις (639, 229, 1162, 293)
kennedy-article-body-cont: ΟΥΑΣΙΓΚΤΩΝ, 18. (Ρώυτερ).— Ὁ Ὑπουργὸς τῆς Δικαιοσύνης κ. Ρόμπερτ Κέννεντυ ἐτόνισεν ὅτι ἀκόμη καὶ οἱ σκύλλοι εἰς ὡρισμένας πολιτείας ἔχουν μεγαλύτερα προνόμια ἀπὸ τοὺς νέγρους. ΛΟΝΔΙΝΟΝ, 18. (Ἀσ. Πρές).— Μία λεοπάρδαλις ἡ ὁποία διέφυγεν ἐκ τοῦ ζωολογικοῦ κήπου περιφέρεται εἰς τὰς ὁδοὺς τῆς πόλεως. (223, 860, 417, 924)
lead-subheadline-2: ἡ ταυτόχρονος ὑπὸ τῆς βουλῆς ψήφισις (1190, 195, 1552, 213)
headline-tsarouxa-daughter: ΕΞΗΓΟΡΑΣΕ ΤΗΝ ΠΟΙΝΗΝ Η ΚΟΡΗ ΤΟΥ Κ. ΤΣΑΡΟΥΧΑ ΚΑΙ ΑΦΕΘΗ ΕΛΕΥΘΕΡΑ (1191, 952, 1366, 993)
headline-conductor-injured: ΤΡΑΥΜΑΤΙΣΜΟΣ ΔΙΕΥΘΥΝΤΟΥ ΟΡΧΗΣΤΡΑΣ (462, 2157, 579, 2204)
syria-article-body-2: ΒΗΡΥΤΟΣ, 18. (Ἀσ. Πρές).— Ὁ ραδιοφωνικὸς σταθμὸς τῆς Δαμασκοῦ ἀνήγγειλεν ὅτι κατεστάλη στρατιωτικὸν πραξικόπημα ὀργανωθὲν ὑπὸ νασσερικῶν ἀξιωματικῶν. Ἅρματα μάχης, πυροβολικὸν καὶ ἀεροπλάνα ἐνήργησαν συνδεδυασμένην ἐπίθεσιν ἐναντίον τῶν κινηματιῶν, οἱ ὁποῖοι κατέλαβον τὸ κτίριον τοῦ ραδιοφωνικοῦ σταθμοῦ καὶ τὸ ὑπουργεῖον Ἀμύνης. Οἱ συνωμόται συνελήφθησαν ἀμέσως καὶ θὰ παραπεμφθοῦν εἰς στρατοδικεῖον. Ἐπεστράφησαν εἰς τὰς μονάδας των αἱ δυνάμεις. (623, 503, 804, 612)
tankers-article-body: ΑΘΗΝΑΙ, 18.— Ἐγκρίθη ἡ ναύλωσις πετρελαιοκινήτων διὰ τὴν μεταφορὰν σίτου ἐκ τοῦ λιμένος Θεσσαλονίκης. (431, 743, 610, 770)
syria-article-body-5: ΒΗΡΥΤΟΣ, 18. (Ἀσ. Πρές).— Ὁ ραδιοφωνικὸς σταθμὸς τῆς Δαμασκοῦ ἀνήγγειλεν ὅτι κατεστάλη στρατιωτικὸν πραξικόπημα ὀργανωθὲν ὑπὸ νασσερικῶν ἀξιωματικῶν. Ἅρματα μάχης, πυροβολικὸν καὶ ἀεροπλάνα ἐνήργησαν συνδεδυασμένην ἐπίθεσιν ἐναντίον τῶν κινηματιῶν, οἱ ὁποῖοι κατέλαβον τὸ κτίριον τοῦ ραδιοφωνικοῦ σταθμοῦ καὶ τὸ ὑπουργεῖον Ἀμύνης. Οἱ συνωμόται συνελήφθησαν ἀμέσως καὶ θὰ παραπεμφθοῦν εἰς στρατοδικεῖον. Ἐπεστράφησαν εἰς τὰς μονάδας των αἱ δυνάμεις. (810, 572, 991, 681)
borneo-article-body-3: ΚΟΥΑΛΑ ΛΟΥΜΠΟΥΡ, 18. (Ἀσ. Πρές).— Οἱ ἐπαναστάται τῆς Βόρνεο ἐδήλωσαν ὅτι ἀποκρούουν τὴν ἔνταξιν αὐτῆς εἰς τὴν ἱδρυομένην Ὁμοσπονδίαν τῆς Μείζονος Μαλαισίας καὶ ὅτι θὰ συνεχίσουν τὸν ἀγῶνα. (623, 1519, 802, 1564)
headline-herter-trade: Ο Κ. ΧΕΡΤΕΡ ΔΙΑΒΛΕΠΕΙ ΜΕΙΩΣΙΝ ΕΜΠΟΡΙΚΩΝ ΦΡΑΓΜΩΝ (25, 1744, 412, 1782)
guards-article-body: ΛΟΥΕΧΟΒ - ΤΑΝΣΜΠΕΡΓΚ, Δυτική Γερμανία, 18.— Τέσσαρες φρουροὶ τῆς Ἀνατολικῆς Γερμανίας διέφυγον εἰς τὴν Δύσιν μετὰ τοῦ ὁπλισμοῦ των. (431, 578, 610, 614)
healer-article-body: ΜΙΛΑΝΟΝ, 18. (Ρώυτερ).— Ἡ ἀστυνομία ἀπεκάλυψεν ὅτι ὁ Ρῶσσος ὑγιαστρὸς δὲν εἶπε τὴν ἀλήθειαν. (431, 1741, 610, 1769)
lead-article-body: ΑΘΗΝΑΙ, 18.— Κυβέρνησις καὶ ΕΡΕ προσπαθοῦν νὰ ἀποφύγουν τὴν συζήτησιν ἐπὶ τῶν νέων ἀποκαλύψεων διὰ τὸν φόνον τοῦ βουλευτοῦ τῆς Θεσσαλονίκης. Τόσον ἡ κυβέρνησις ὅσον καὶ ἡ ΕΡΕ προσθέτουν ὅτι αἱ ἔρευναι διεξάγονται κανονικῶς καὶ ὅτι ἡ δικαιοσύνη θὰ ἀποφανθῇ. Τὸ Κέντρον ὅμως δηλοῖ ὅτι θὰ ἐπιμείνῃ καὶ ὅτι ὁ ἑλληνικὸς λαὸς ἔχει δικαίωμα νὰ γνωρίζῃ τὴν ἀλήθειαν. (20, 281, 417, 326)
tag-precedents: ΤΑ ΠΡΟΗΓΟΥΜΕΝΑ (1036, 370, 1141, 381)
column-5 (1190, 18, 1552, 2335)
headline-canada-wheat: ΣΙΤΟΣ ΕΚ ΚΑΝΑΔΑ ΘΑ ΠΩΛΗΘΗ ΕΙΣ ΤΗΝ ΠΟΛΩΝΙΑΝ (441, 1053, 600, 1101)
headline-korea-party: ΝΕΟΝ ΚΟΜΜΑ ΙΔΡΥΘΗ ΕΙΣ ΤΗΝ ΝΟΤΙΟΝ ΚΟΡΕΑΝ (438, 1982, 603, 2030)
tag-exhibition-programme: ΤΟ ΠΡΟΓΡΑΜΜΑ ΤΩΝ ΕΓΚΑΙΝΙΩΝ (127, 742, 310, 753)
headline-czech-fugitives: ΟΙ ΤΣΕΧΟΙ ΦΥΓΑΔΕΣ ΜΕΤΕΦΕΡΘΗΣΑΝ ΕΙΣ ΟΤΤΑΒΑΝ (446, 1837, 595, 1884)
headline-pigeons: ΠΕΡΙΣΤΕΡΟΑΣ ΕΠΙ 2.000 ΕΤΗ 2.000 ΠΕΡΙΣΤΕΡΑΣ; (1190, 1125, 1367, 1152)
exhibition-article-body: Ἐγκρινομένης δαπάνης ἐκ δραχμῶν 2.200.000 διὰ τὴν διοργάνωσιν τῆς Διεθνοῦς Ἐκθέσεως Θεσσαλονίκης, ἀνεκοινώθη σήμερον τὸ πρόγραμμα τῶν ἐγκαινίων. Ὁ Πρωθυπουργὸς θὰ παρευρεθῇ εἰς τὴν τελετὴν μετὰ τῶν μελῶν τῆς κυβερνήσεως, τοῦ διπλωματικοῦ σώματος καὶ τῶν ἀρχῶν τῆς πόλεως. (20, 493, 417, 529)
explosion-article-body: ΛΑΡΙΣΑ, 18.— Ἐκ τῆς ἐκρήξεως βλήματος τὸ ὁποῖον εὗρεν εἰς τὴν ὕπαιθρον ἐτραυματίσθη σοβαρῶς καὶ ἠκρωτηριάσθη νεαρὸς βοσκός. (20, 1069, 214, 1097)
